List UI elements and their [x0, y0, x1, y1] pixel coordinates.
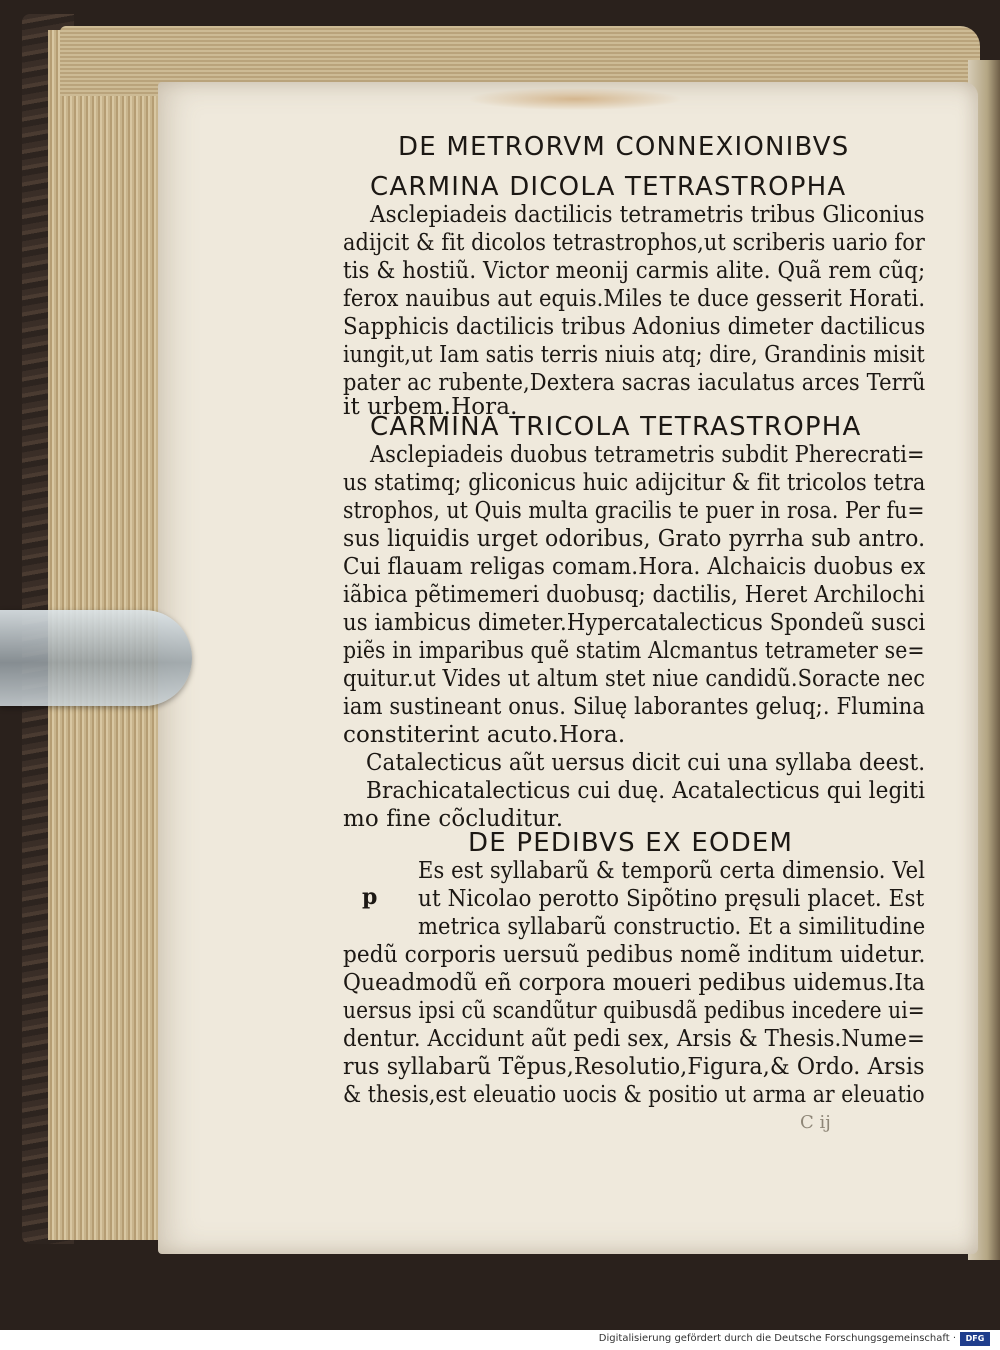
text-line: Es est syllabarũ & temporũ certa dimensio. Vel	[418, 858, 926, 884]
text-line: iungit,ut Iam satis terris niuis atq; dire, Grandinis misit	[343, 342, 925, 368]
text-line: tis & hostiũ. Victor meonij carmis alite. Quã rem cũq;	[343, 258, 926, 284]
dfg-logo: DFG	[960, 1332, 990, 1346]
signature-mark: C ij	[800, 1112, 831, 1133]
text-line: strophos, ut Quis multa gracilis te puer in rosa. Per fu=	[343, 498, 925, 524]
footer-bar	[0, 1330, 1000, 1350]
text-line: metrica syllabarũ constructio. Et a similitudine	[418, 914, 926, 940]
text-line: constiterint acuto.Hora.	[343, 722, 626, 748]
page-stain	[470, 88, 680, 110]
heading-pedibus: DE PEDIBVS EX EODEM	[468, 828, 794, 858]
text-line: Catalecticus aũt uersus dicit cui una syllaba deest.	[366, 750, 926, 776]
text-line: sus liquidis urget odoribus, Grato pyrrha sub antro.	[343, 526, 926, 552]
text-line: rus syllabarũ Tẽpus,Resolutio,Figura,& Ordo. Arsis	[343, 1054, 925, 1080]
text-line: Sapphicis dactilicis tribus Adonius dimeter dactilicus	[343, 314, 926, 340]
text-line: ut Nicolao perotto Sipõtino pręsuli placet. Est	[418, 886, 925, 912]
drop-initial: p	[362, 884, 378, 910]
heading-dicola: CARMINA DICOLA TETRASTROPHA	[370, 172, 847, 202]
glass-page-holder	[0, 610, 192, 706]
text-line: Cui flauam religas comam.Hora. Alchaicis duobus ex	[343, 554, 926, 580]
text-line: & thesis,est eleuatio uocis & positio ut arma ar eleuatio	[343, 1082, 925, 1108]
text-line: Asclepiadeis dactilicis tetrametris tribus Gliconius	[370, 202, 925, 228]
heading-tricola: CARMINA TRICOLA TETRASTROPHA	[370, 412, 862, 442]
text-line: Queadmodũ eñ corpora moueri pedibus uidemus.Ita	[343, 970, 926, 996]
text-line: ferox nauibus aut equis.Miles te duce gesserit Horati.	[343, 286, 926, 312]
text-line: iãbica pẽtimemeri duobusq; dactilis, Heret Archilochi	[343, 582, 925, 608]
text-line: us iambicus dimeter.Hypercatalecticus Spondeũ susci	[343, 610, 926, 636]
running-title: DE METRORVM CONNEXIONIBVS	[398, 132, 850, 162]
text-line: mo fine cõcluditur.	[343, 806, 564, 832]
text-line: piẽs in imparibus quẽ statim Alcmantus tetrameter se=	[343, 638, 925, 664]
text-line: quitur.ut Vides ut altum stet niue candidũ.Soracte nec	[343, 666, 926, 692]
text-line: Asclepiadeis duobus tetrametris subdit Pherecrati=	[370, 442, 925, 468]
text-line: dentur. Accidunt aũt pedi sex, Arsis & Thesis.Nume=	[343, 1026, 926, 1052]
text-line: it urbem.Hora.	[343, 394, 518, 420]
funding-credit: Digitalisierung gefördert durch die Deutsche Forschungsgemeinschaft ·	[598, 1333, 956, 1344]
text-line: uersus ipsi cũ scandũtur quibusdã pedibus incedere ui=	[343, 998, 925, 1024]
text-line: pater ac rubente,Dextera sacras iaculatus arces Terrũ	[343, 370, 926, 396]
text-line: iam sustineant onus. Siluę laborantes geluq;. Flumina	[343, 694, 925, 720]
text-line: adijcit & fit dicolos tetrastrophos,ut scriberis uario for	[343, 230, 925, 256]
text-line: Brachicatalecticus cui duę. Acatalecticus qui legiti	[366, 778, 926, 804]
text-line: us statimq; gliconicus huic adijcitur & fit tricolos tetra	[343, 470, 926, 496]
text-line: pedũ corporis uersuũ pedibus nomẽ inditum uidetur.	[343, 942, 926, 968]
